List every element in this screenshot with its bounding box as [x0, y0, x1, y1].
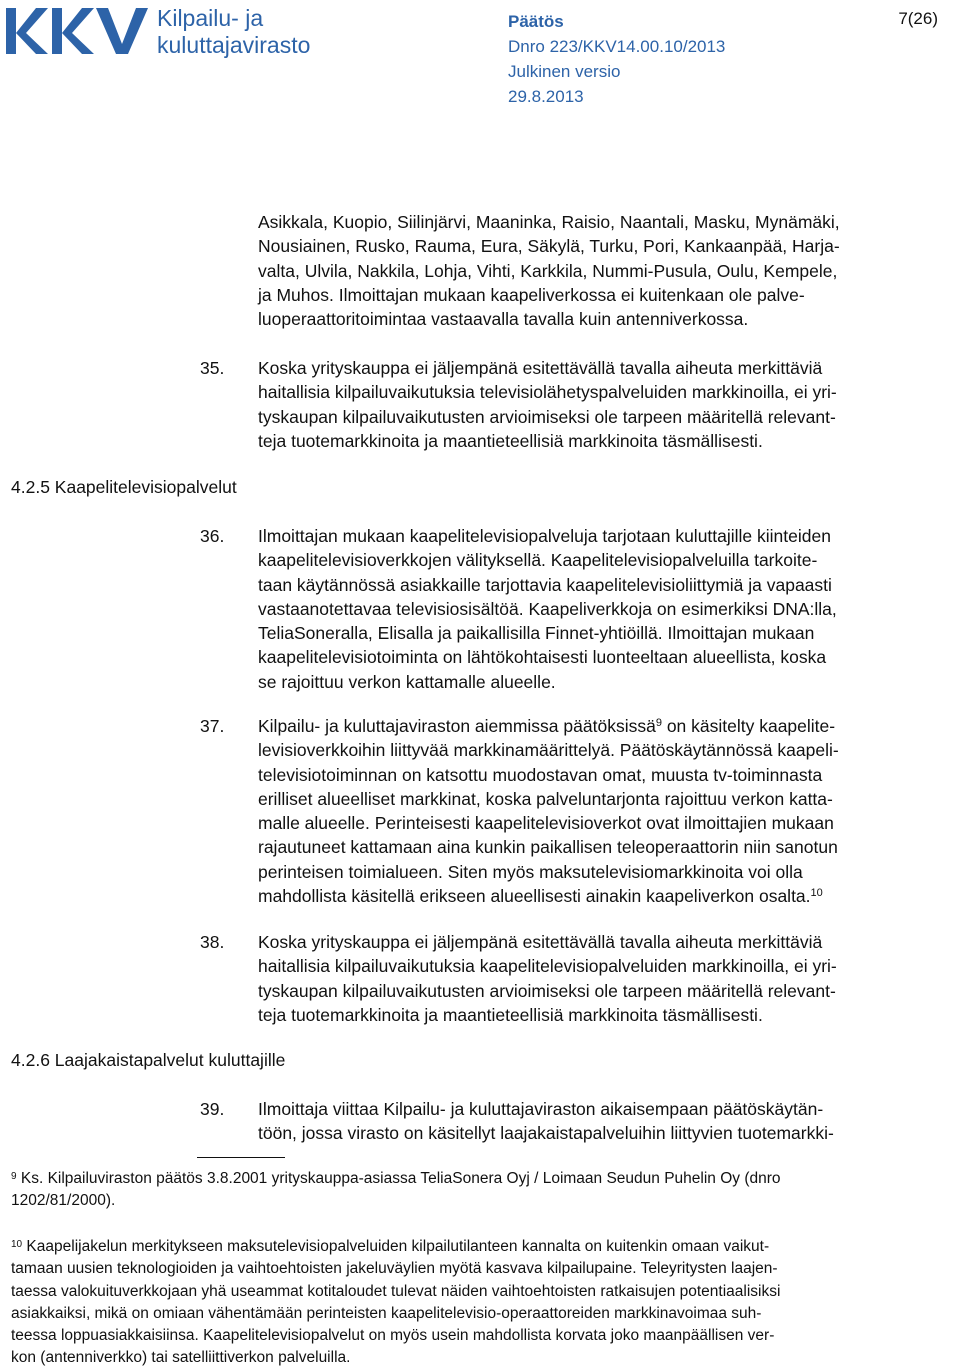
paragraph-line: perinteisen toimialueen. Siten myös maksutelevisiomarkkinoita voi olla: [258, 861, 803, 882]
paragraph-line: kaapelitelevisioverkkojen välityksellä. Kaapelitelevisiopalveluilla tarkoite-: [258, 550, 818, 571]
paragraph-line: televisiotoiminnan on katsottu muodostavan omat, muusta tv-toiminnasta: [258, 764, 823, 785]
paragraph-line: [258, 884, 948, 908]
paragraph-line: kaapelitelevisiotoiminta on lähtökohtaisesti luonteeltaan alueellista, koska: [258, 647, 827, 668]
footnote-separator: [197, 1157, 285, 1158]
paragraph-line: Koska yrityskauppa ei jäljempänä esitettävällä tavalla aiheuta merkittäviä: [258, 932, 823, 952]
paragraph-36: [200, 524, 948, 694]
paragraph-line: valta, Ulvila, Nakkila, Lohja, Vihti, Karkkila, Nummi-Pusula, Oulu, Kempele,: [258, 260, 838, 281]
paragraph-line: haitallisia kilpailuvaikutuksia televisiolähetyspalveluiden markkinoilla, ei yri-: [258, 382, 837, 403]
paragraph-line: Asikkala, Kuopio, Siilinjärvi, Maaninka, Raisio, Naantali, Masku, Mynämäki,: [258, 212, 840, 232]
paragraph-38: [200, 930, 948, 1027]
paragraph-line: rajautuneet kattamaan aina kunkin paikallisen teleoperaattorin niin sanotun: [258, 837, 838, 858]
footnote-line: 1202/81/2000).: [11, 1192, 116, 1210]
paragraph-line: taan käytännössä asiakkaille tarjottavia kaapelitelevisioliittymiä ja vapaasti: [258, 574, 832, 595]
footnote-line: kon (antenniverkko) tai satelliittiverkon palveluilla.: [11, 1349, 351, 1367]
footnote-line: teessa loppuasiakkaisiinsa. Kaapelitelevisiopalvelut on myös usein mahdollista korvata joko maanpäällisen ver-: [11, 1327, 775, 1345]
footnote-ref-10[interactable]: 10: [810, 887, 823, 900]
document-date: 29.8.2013: [508, 87, 584, 106]
organization-name: [157, 5, 310, 59]
kkv-logo: [6, 6, 148, 56]
section-heading-4-2-6: 4.2.6 Laajakaistapalvelut kuluttajille: [11, 1050, 286, 1070]
organization-name-line1: Kilpailu- ja: [157, 5, 264, 31]
paragraph-line: teja tuotemarkkinoita ja maantieteellisiä markkinoita täsmällisesti.: [258, 1004, 763, 1025]
paragraph-line: TeliaSoneralla, Elisalla ja paikallisilla Finnet-yhtiöillä. Ilmoittajan mukaan: [258, 623, 815, 644]
footnote-line: tamaan uusien teknologioiden ja vaihtoehtoisten jakeluväylien myötä kasvava kilpailupaine. Teleyritysten laajen-: [11, 1260, 778, 1278]
paragraph-number: 35.: [200, 358, 225, 378]
footnote-9: [11, 1168, 951, 1213]
document-type: Päätös: [508, 12, 564, 31]
paragraph-line: haitallisia kilpailuvaikutuksia kaapelitelevisiopalveluiden markkinoilla, ei yri-: [258, 956, 837, 977]
paragraph-number: 39.: [200, 1099, 225, 1119]
paragraph-continued: [258, 210, 948, 331]
paragraph-line: se rajoittuu verkon kattamalle alueelle.: [258, 671, 556, 692]
footnote-line: [11, 1168, 951, 1190]
paragraph-35: [200, 356, 948, 453]
paragraph-line: teja tuotemarkkinoita ja maantieteellisiä markkinoita täsmällisesti.: [258, 430, 763, 451]
paragraph-number: 38.: [200, 932, 225, 952]
paragraph-line: tyskaupan kilpailuvaikutusten arvioimiseksi ole tarpeen määritellä relevant-: [258, 980, 836, 1001]
footnote-line: [11, 1236, 951, 1258]
paragraph-line: malle alueelle. Perinteisesti kaapelitelevisioverkot ovat ilmoittajien mukaan: [258, 813, 834, 834]
public-version-label: Julkinen versio: [508, 62, 621, 81]
paragraph-39: [200, 1097, 948, 1146]
document-meta: [508, 9, 725, 109]
footnote-line: taessa valokuituverkkojaan yhä useammat kotitaloudet tulevat näiden vaihtoehtoisten ratkaisujen potentiaalisiksi: [11, 1282, 781, 1300]
paragraph-line: levisioverkkoihin liittyvää markkinamäärittelyä. Päätöskäytännössä kaapeli-: [258, 740, 839, 761]
paragraph-text: Kilpailu- ja kuluttajaviraston aiemmissa päätöksissä: [258, 716, 656, 736]
section-heading-4-2-5: 4.2.5 Kaapelitelevisiopalvelut: [11, 477, 237, 497]
footnote-text: Ks. Kilpailuviraston päätös 3.8.2001 yrityskauppa-asiassa TeliaSonera Oyj / Loimaan Seudun Puhelin Oy (dnro: [16, 1170, 781, 1187]
footnote-text: Kaapelijakelun merkitykseen maksutelevisiopalveluiden kilpailutilanteen kannalta on kuitenkin omaan vaikut-: [22, 1238, 770, 1255]
paragraph-line: luoperaattoritoimintaa vastaavalla tavalla kuin antenniverkossa.: [258, 309, 749, 330]
paragraph-text: on käsitelty kaapelite-: [661, 716, 836, 736]
paragraph-number: 37.: [200, 716, 225, 736]
document-number: Dnro 223/KKV14.00.10/2013: [508, 37, 726, 56]
paragraph-line: Ilmoittajan mukaan kaapelitelevisiopalveluja tarjotaan kuluttajille kiinteiden: [258, 526, 831, 546]
paragraph-line: töön, jossa virasto on käsitellyt laajakaistapalveluihin liittyvien tuotemarkki-: [258, 1123, 834, 1144]
paragraph-line: vastaanotettavaa televisiosisältöä. Kaapeliverkkoja on esimerkiksi DNA:lla,: [258, 598, 837, 619]
paragraph-line: erilliset alueelliset markkinat, koska palveluntarjonta rajoittuu verkon katta-: [258, 788, 833, 809]
paragraph-line: tyskaupan kilpailuvaikutusten arvioimiseksi ole tarpeen määritellä relevant-: [258, 406, 836, 427]
footnote-marker: 10: [11, 1239, 23, 1250]
footnote-ref-9[interactable]: 9: [655, 717, 662, 729]
paragraph-line: [258, 714, 948, 738]
paragraph-line: ja Muhos. Ilmoittajan mukaan kaapeliverkossa ei kuitenkaan ole palve-: [258, 284, 805, 305]
footnote-marker: 9: [11, 1171, 17, 1182]
paragraph-37: [200, 714, 948, 908]
organization-name-line2: kuluttajavirasto: [157, 32, 311, 58]
footnote-10: [11, 1236, 951, 1370]
paragraph-line: Ilmoittaja viittaa Kilpailu- ja kuluttajaviraston aikaisempaan päätöskäytän-: [258, 1099, 824, 1119]
page-number: 7(26): [898, 9, 938, 28]
paragraph-text: mahdollista käsitellä erikseen alueellisesti ainakin kaapeliverkon osalta.: [258, 886, 811, 907]
paragraph-line: Koska yrityskauppa ei jäljempänä esitettävällä tavalla aiheuta merkittäviä: [258, 358, 823, 378]
paragraph-number: 36.: [200, 526, 225, 546]
paragraph-line: Nousiainen, Rusko, Rauma, Eura, Säkylä, Turku, Pori, Kankaanpää, Harja-: [258, 236, 840, 257]
footnote-line: asiakkaiksi, mikä on omiaan vähentämään perinteisten kaapelitelevisio-operaattoreiden markkinavoimaa suh-: [11, 1304, 762, 1322]
